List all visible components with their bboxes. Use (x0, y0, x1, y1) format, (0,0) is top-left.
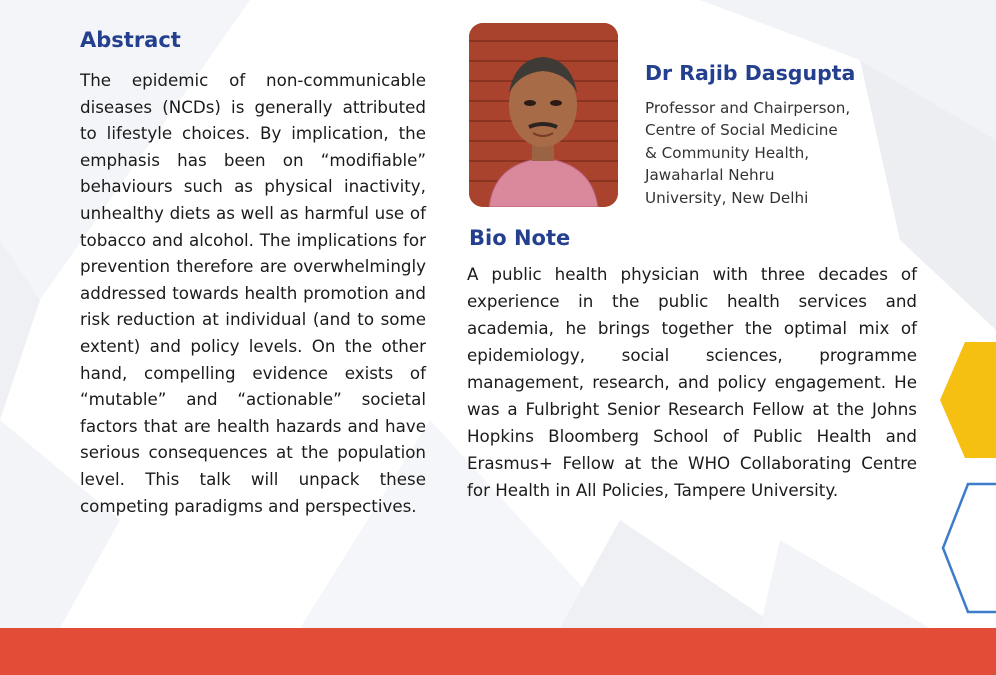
yellow-hexagon-accent (940, 342, 996, 458)
speaker-name: Dr Rajib Dasgupta (645, 61, 856, 85)
footer-band (0, 628, 996, 675)
abstract-heading: Abstract (80, 28, 181, 52)
blue-hexagon-outline (943, 484, 996, 612)
affiliation-line: Centre of Social Medicine (645, 121, 838, 140)
bio-text: A public health physician with three decades of experience in the public health services and academia, he brings together the optimal mix of epidemiology, social sciences, programme management, research, and policy engagement. He was a Fulbright Senior Research Fellow at the Johns Hopkins Bloomberg School of Public Health and Erasmus+ Fellow at the WHO Collaborating Centre for Health in All Policies, Tampere University. (467, 264, 917, 500)
bio-heading: Bio Note (469, 226, 571, 250)
speaker-affiliation (645, 97, 915, 209)
abstract-text: The epidemic of non-communicable diseases (NCDs) is generally attributed to lifestyle choices. By implication, the emphasis has been on “modifiable” behaviours such as physical inactivity, unhealthy diets as well as harmful use of tobacco and alcohol. The implications for prevention therefore are overwhelmingly addressed towards health promotion and risk reduction at individual (and to some extent) and policy levels. On the other hand, compelling evidence exists of “mutable” and “actionable” societal factors that are health hazards and have serious consequences at the population level. This talk will unpack these competing paradigms and perspectives. (80, 70, 426, 516)
affiliation-line: Jawaharlal Nehru (645, 166, 775, 185)
speaker-photo (469, 23, 618, 207)
affiliation-line: Professor and Chairperson, (645, 99, 851, 117)
affiliation-line: University, New Delhi (645, 188, 809, 207)
affiliation-line: & Community Health, (645, 143, 810, 162)
